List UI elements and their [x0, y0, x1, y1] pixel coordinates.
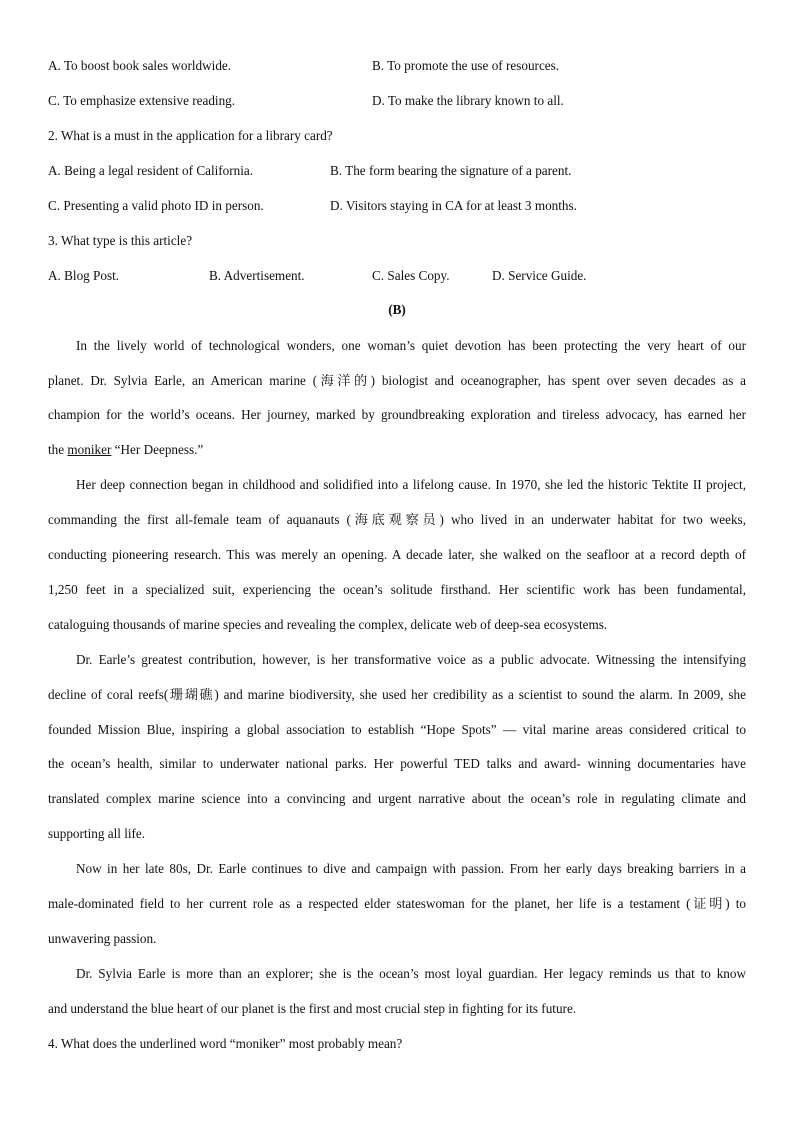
passage-line: conducting pioneering research. This was merely an opening. A decade later, she walked on the seafloor at a record depth of: [48, 547, 746, 562]
passage-line: planet. Dr. Sylvia Earle, an American marine (海洋的) biologist and oceanographer, has spent over seven decades as a: [48, 373, 746, 388]
passage-line: supporting all life.: [48, 826, 146, 841]
q4-stem: 4. What does the underlined word “moniker” most probably mean?: [48, 1036, 403, 1051]
q2-stem: 2. What is a must in the application for a library card?: [48, 128, 333, 143]
passage-line: male-dominated field to her current role as a respected elder stateswoman for the planet, her life is a testament (证明) to: [48, 896, 746, 911]
passage-line: founded Mission Blue, inspiring a global association to establish “Hope Spots” — vital marine areas considered critical to: [48, 722, 746, 737]
passage-line: Her deep connection began in childhood and solidified into a lifelong cause. In 1970, she led the historic Tektite II project,: [76, 477, 746, 492]
q3-stem: 3. What type is this article?: [48, 233, 193, 248]
q1-option-b: B. To promote the use of resources.: [372, 58, 560, 73]
q3-option-c: C. Sales Copy.: [372, 268, 450, 283]
q2-option-c: C. Presenting a valid photo ID in person.: [48, 198, 264, 213]
passage-line: translated complex marine science into a convincing and urgent narrative about the ocean’s role in regulating climate and: [48, 791, 746, 806]
q2-option-b: B. The form bearing the signature of a parent.: [330, 163, 572, 178]
passage-text: “Her Deepness.”: [111, 442, 204, 457]
q1-option-c: C. To emphasize extensive reading.: [48, 93, 236, 108]
q2-option-d: D. Visitors staying in CA for at least 3 months.: [330, 198, 577, 213]
passage-line: cataloguing thousands of marine species and revealing the complex, delicate web of deep-sea ecosystems.: [48, 617, 608, 632]
passage-line: Dr. Earle’s greatest contribution, however, is her transformative voice as a public advocate. Witnessing the intensifying: [76, 652, 746, 667]
passage-line: [48, 441, 746, 459]
q3-option-d: D. Service Guide.: [492, 268, 587, 283]
passage-line: In the lively world of technological wonders, one woman’s quiet devotion has been protecting the very heart of our: [76, 338, 746, 353]
passage-line: 1,250 feet in a specialized suit, experiencing the ocean’s solitude firsthand. Her scientific work has been fundamental,: [48, 582, 746, 597]
underlined-word-moniker: moniker: [67, 442, 112, 457]
passage-line: commanding the first all-female team of aquanauts (海底观察员) who lived in an underwater habitat for two weeks,: [48, 512, 746, 527]
passage-line: and understand the blue heart of our planet is the first and most crucial step in fighting for its future.: [48, 1001, 577, 1016]
passage-line: champion for the world’s oceans. Her journey, marked by groundbreaking exploration and tireless advocacy, has earned her: [48, 407, 746, 422]
passage-line: decline of coral reefs(珊瑚礁) and marine biodiversity, she used her credibility as a scientist to sound the alarm. In 2009, she: [48, 687, 746, 702]
passage-line: Now in her late 80s, Dr. Earle continues to dive and campaign with passion. From her early days breaking barriers in a: [76, 861, 746, 876]
q1-option-d: D. To make the library known to all.: [372, 93, 564, 108]
q2-option-a: A. Being a legal resident of California.: [48, 163, 254, 178]
section-heading: (B): [388, 302, 406, 317]
passage-line: unwavering passion.: [48, 931, 157, 946]
q3-option-b: B. Advertisement.: [209, 268, 305, 283]
q1-option-a: A. To boost book sales worldwide.: [48, 58, 232, 73]
passage-line: the ocean’s health, similar to underwater national parks. Her powerful TED talks and award- winning documentaries have: [48, 756, 746, 771]
passage-line: Dr. Sylvia Earle is more than an explorer; she is the ocean’s most loyal guardian. Her legacy reminds us that to know: [76, 966, 746, 981]
q3-option-a: A. Blog Post.: [48, 268, 120, 283]
passage-text: the: [48, 442, 68, 457]
